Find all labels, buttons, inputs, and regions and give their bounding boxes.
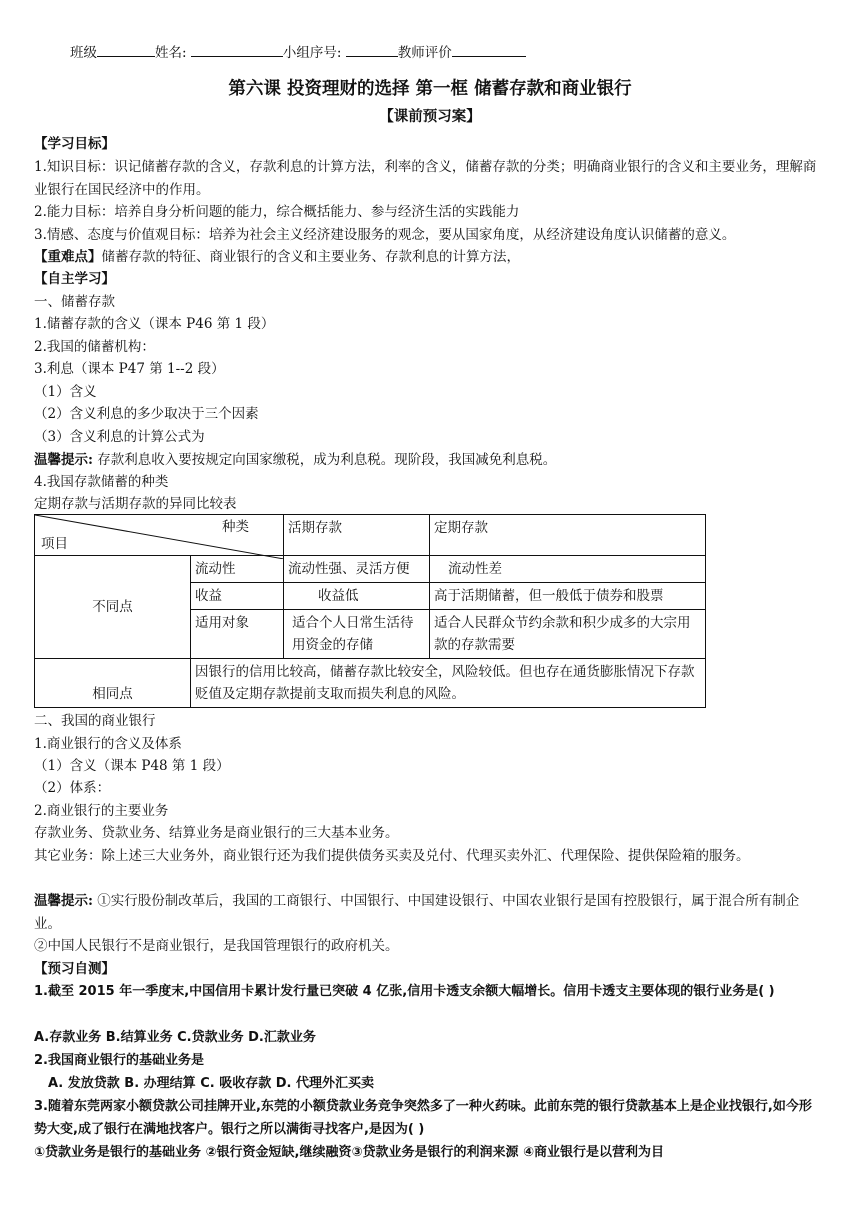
goal-ability: 2.能力目标：培养自身分析问题的能力，综合概括能力、参与经济生活的实践能力 bbox=[34, 204, 520, 220]
tip-central-bank: ②中国人民银行不是商业银行，是我国管理银行的政府机关。 bbox=[34, 938, 399, 954]
question-2: 2.我国商业银行的基础业务是 bbox=[34, 1053, 204, 1068]
corner-item-label: 项目 bbox=[41, 536, 68, 552]
item-savings-institutions: 2.我国的储蓄机构： bbox=[34, 339, 155, 355]
teacher-label: 教师评价 bbox=[397, 45, 452, 61]
item-bank-system: （2）体系： bbox=[34, 780, 111, 796]
student-info-line bbox=[70, 42, 526, 64]
table-caption: 定期存款与活期存款的异同比较表 bbox=[34, 496, 237, 512]
question-3: 3.随着东莞两家小额贷款公司挂牌开业,东莞的小额贷款业务竞争突然多了一种火药味。此前东莞的银行贷款基本上是企业找银行,如今形势大变,成了银行在满地找客户。银行之所以满街寻找客户,是因为( ) bbox=[34, 1099, 812, 1137]
item-interest: 3.利息（课本 P47 第 1--2 段） bbox=[34, 361, 225, 377]
row-current: 适合个人日常生活待用资金的存储 bbox=[284, 610, 430, 659]
goal-attitude: 3.情感、态度与价值观目标：培养为社会主义经济建设服务的观念，要从国家角度，从经济建设角度认识储蓄的意义。 bbox=[34, 227, 736, 243]
table-header-row bbox=[35, 515, 706, 556]
same-label: 相同点 bbox=[92, 686, 133, 702]
selftest-heading: 【预习自测】 bbox=[34, 961, 115, 977]
row-fixed: 流动性差 bbox=[430, 556, 706, 583]
section-commercial-bank: 二、我国的商业银行 bbox=[34, 713, 156, 729]
item-interest-factors: （2）含义利息的多少取决于三个因素 bbox=[34, 406, 259, 422]
name-label: 姓名: bbox=[155, 45, 187, 61]
diff-label-cell: 不同点 bbox=[35, 556, 191, 659]
col-header-current: 活期存款 bbox=[284, 515, 430, 556]
item-bank-basic-business: 存款业务、贷款业务、结算业务是商业银行的三大基本业务。 bbox=[34, 825, 399, 841]
item-bank-meaning-system: 1.商业银行的含义及体系 bbox=[34, 736, 182, 752]
row-item: 适用对象 bbox=[191, 610, 284, 659]
item-savings-types: 4.我国存款储蓄的种类 bbox=[34, 474, 169, 490]
tip-text: 存款利息收入要按规定向国家缴税，成为利息税。现阶段，我国减免利息税。 bbox=[92, 452, 557, 468]
item-bank-business: 2.商业银行的主要业务 bbox=[34, 803, 169, 819]
row-current: 流动性强、灵活方便 bbox=[284, 556, 430, 583]
same-text-cell: 因银行的信用比较高，储蓄存款比较安全，风险较低。但也存在通货膨胀情况下存款贬值及定期存款提前支取而损失利息的风险。 bbox=[191, 659, 706, 708]
row-fixed: 适合人民群众节约余款和积少成多的大宗用款的存款需要 bbox=[430, 610, 706, 659]
page-title: 第六课 投资理财的选择 第一框 储蓄存款和商业银行 bbox=[228, 79, 632, 99]
item-interest-formula: （3）含义利息的计算公式为 bbox=[34, 429, 205, 445]
tip-interest-tax bbox=[34, 449, 556, 471]
corner-type-label: 种类 bbox=[222, 519, 249, 535]
item-bank-other-business: 其它业务：除上述三大业务外，商业银行还为我们提供债务买卖及兑付、代理买卖外汇、代理保险、提供保险箱的服务。 bbox=[34, 848, 750, 864]
tip-text: ①实行股份制改革后，我国的工商银行、中国银行、中国建设银行、中国农业银行是国有控股银行，属于混合所有制企业。 bbox=[34, 893, 800, 932]
keypoints-label: 【重难点】 bbox=[34, 249, 102, 265]
teacher-blank[interactable] bbox=[452, 42, 526, 57]
name-blank[interactable] bbox=[191, 42, 283, 57]
tip-label: 温馨提示: bbox=[34, 452, 93, 468]
class-blank[interactable] bbox=[97, 42, 155, 57]
group-blank[interactable] bbox=[346, 42, 398, 57]
row-item: 收益 bbox=[191, 583, 284, 610]
keypoints-line bbox=[34, 246, 520, 268]
question-1-options: A.存款业务 B.结算业务 C.贷款业务 D.汇款业务 bbox=[34, 1030, 316, 1045]
class-label: 班级 bbox=[70, 45, 97, 61]
self-study-heading: 【自主学习】 bbox=[34, 271, 115, 287]
page-subtitle: 【课前预习案】 bbox=[379, 108, 481, 125]
table-row bbox=[35, 556, 706, 583]
question-1: 1.截至 2015 年一季度末,中国信用卡累计发行量已突破 4 亿张,信用卡透支余额大幅增长。信用卡透支主要体现的银行业务是( ) bbox=[34, 984, 775, 999]
section-savings: 一、储蓄存款 bbox=[34, 294, 115, 310]
row-item: 流动性 bbox=[191, 556, 284, 583]
keypoints-text: 储蓄存款的特征、商业银行的含义和主要业务、存款利息的计算方法， bbox=[101, 249, 520, 265]
group-label: 小组序号: bbox=[282, 45, 342, 61]
question-3-options: ①贷款业务是银行的基础业务 ②银行资金短缺,继续融资③贷款业务是银行的利润来源 ④商业银行是以营利为目 bbox=[34, 1145, 665, 1160]
item-interest-meaning: （1）含义 bbox=[34, 384, 97, 400]
question-2-options: A. 发放贷款 B. 办理结算 C. 吸收存款 D. 代理外汇买卖 bbox=[48, 1076, 374, 1091]
table-corner-cell bbox=[35, 515, 284, 556]
goal-knowledge: 1.知识目标：识记储蓄存款的含义，存款利息的计算方法，利率的含义，储蓄存款的分类；明确商业银行的含义和主要业务，理解商业银行在国民经济中的作用。 bbox=[34, 159, 817, 198]
table-row-same bbox=[35, 659, 706, 708]
row-fixed: 高于活期储蓄，但一般低于债券和股票 bbox=[430, 583, 706, 610]
goals-heading: 【学习目标】 bbox=[34, 136, 115, 152]
item-bank-meaning: （1）含义（课本 P48 第 1 段） bbox=[34, 758, 230, 774]
item-savings-meaning: 1.储蓄存款的含义（课本 P46 第 1 段） bbox=[34, 316, 275, 332]
tip-state-banks bbox=[34, 890, 824, 935]
row-current: 收益低 bbox=[284, 583, 430, 610]
comparison-table bbox=[34, 514, 706, 708]
tip-label: 温馨提示: bbox=[34, 893, 93, 909]
col-header-fixed: 定期存款 bbox=[430, 515, 706, 556]
same-label-cell bbox=[35, 659, 191, 708]
